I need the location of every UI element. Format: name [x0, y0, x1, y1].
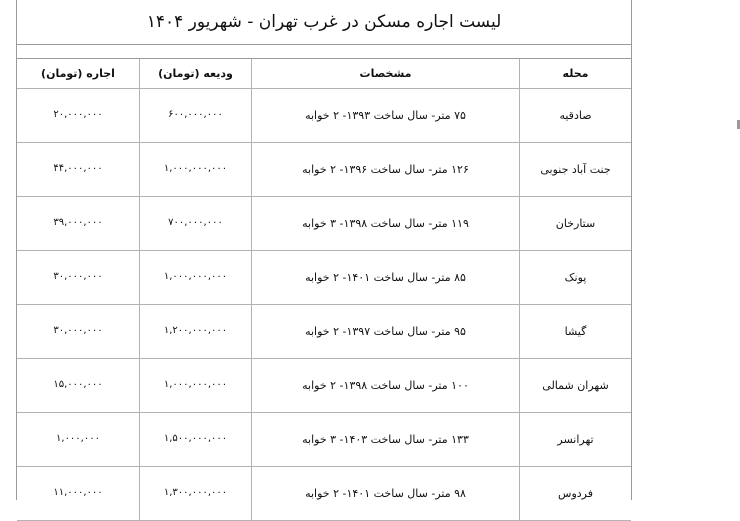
neighborhood-cell: شهران شمالی: [519, 359, 631, 412]
table-row: [17, 89, 631, 143]
specs-cell: ۹۵ متر- سال ساخت ۱۳۹۷- ۲ خوابه: [251, 305, 519, 358]
deposit-cell: ۱,۰۰۰,۰۰۰,۰۰۰: [139, 143, 251, 196]
neighborhood-cell: جنت آباد جنوبی: [519, 143, 631, 196]
page-title: لیست اجاره مسکن در غرب تهران - شهریور ۱۴۰۴: [17, 0, 631, 45]
rent-cell: ۱,۰۰۰,۰۰۰: [56, 433, 100, 444]
rent-cell: ۱۵,۰۰۰,۰۰۰: [53, 379, 103, 390]
table-row: [17, 305, 631, 359]
deposit-cell: ۱,۵۰۰,۰۰۰,۰۰۰: [139, 413, 251, 466]
neighborhood-cell: تهرانسر: [519, 413, 631, 466]
rent-cell: ۳۰,۰۰۰,۰۰۰: [53, 325, 103, 336]
deposit-cell: ۱,۳۰۰,۰۰۰,۰۰۰: [139, 467, 251, 520]
specs-cell: ۱۱۹ متر- سال ساخت ۱۳۹۸- ۳ خوابه: [251, 197, 519, 250]
specs-cell: ۹۸ متر- سال ساخت ۱۴۰۱- ۲ خوابه: [251, 467, 519, 520]
header-rent: اجاره (تومان): [41, 67, 115, 80]
table-header-row: [17, 59, 631, 89]
specs-cell: ۱۳۳ متر- سال ساخت ۱۴۰۳- ۳ خوابه: [251, 413, 519, 466]
table-row: [17, 143, 631, 197]
rent-cell: ۳۰,۰۰۰,۰۰۰: [53, 271, 103, 282]
specs-cell: ۱۲۶ متر- سال ساخت ۱۳۹۶- ۲ خوابه: [251, 143, 519, 196]
neighborhood-cell: فردوس: [519, 467, 631, 520]
rent-cell: ۴۴,۰۰۰,۰۰۰: [53, 163, 103, 174]
deposit-cell: ۱,۰۰۰,۰۰۰,۰۰۰: [139, 251, 251, 304]
specs-cell: ۱۰۰ متر- سال ساخت ۱۳۹۸- ۲ خوابه: [251, 359, 519, 412]
rent-cell: ۲۰,۰۰۰,۰۰۰: [53, 109, 103, 120]
rental-table: [17, 58, 631, 521]
neighborhood-cell: گیشا: [519, 305, 631, 358]
deposit-cell: ۱,۰۰۰,۰۰۰,۰۰۰: [139, 359, 251, 412]
table-row: [17, 413, 631, 467]
deposit-cell: ۱,۲۰۰,۰۰۰,۰۰۰: [139, 305, 251, 358]
neighborhood-cell: پونک: [519, 251, 631, 304]
table-row: [17, 359, 631, 413]
table-row: [17, 197, 631, 251]
neighborhood-cell: ستارخان: [519, 197, 631, 250]
header-neighborhood: محله: [519, 59, 631, 88]
header-specs: مشخصات: [251, 59, 519, 88]
rental-list-sheet: [16, 0, 632, 500]
header-deposit: ودیعه (تومان): [139, 59, 251, 88]
rent-cell: ۱۱,۰۰۰,۰۰۰: [53, 487, 103, 498]
rent-cell: ۳۹,۰۰۰,۰۰۰: [53, 217, 103, 228]
specs-cell: ۷۵ متر- سال ساخت ۱۳۹۳- ۲ خوابه: [251, 89, 519, 142]
table-row: [17, 467, 631, 521]
deposit-cell: ۶۰۰,۰۰۰,۰۰۰: [139, 89, 251, 142]
deposit-cell: ۷۰۰,۰۰۰,۰۰۰: [139, 197, 251, 250]
table-row: [17, 251, 631, 305]
specs-cell: ۸۵ متر- سال ساخت ۱۴۰۱- ۲ خوابه: [251, 251, 519, 304]
neighborhood-cell: صادقیه: [519, 89, 631, 142]
